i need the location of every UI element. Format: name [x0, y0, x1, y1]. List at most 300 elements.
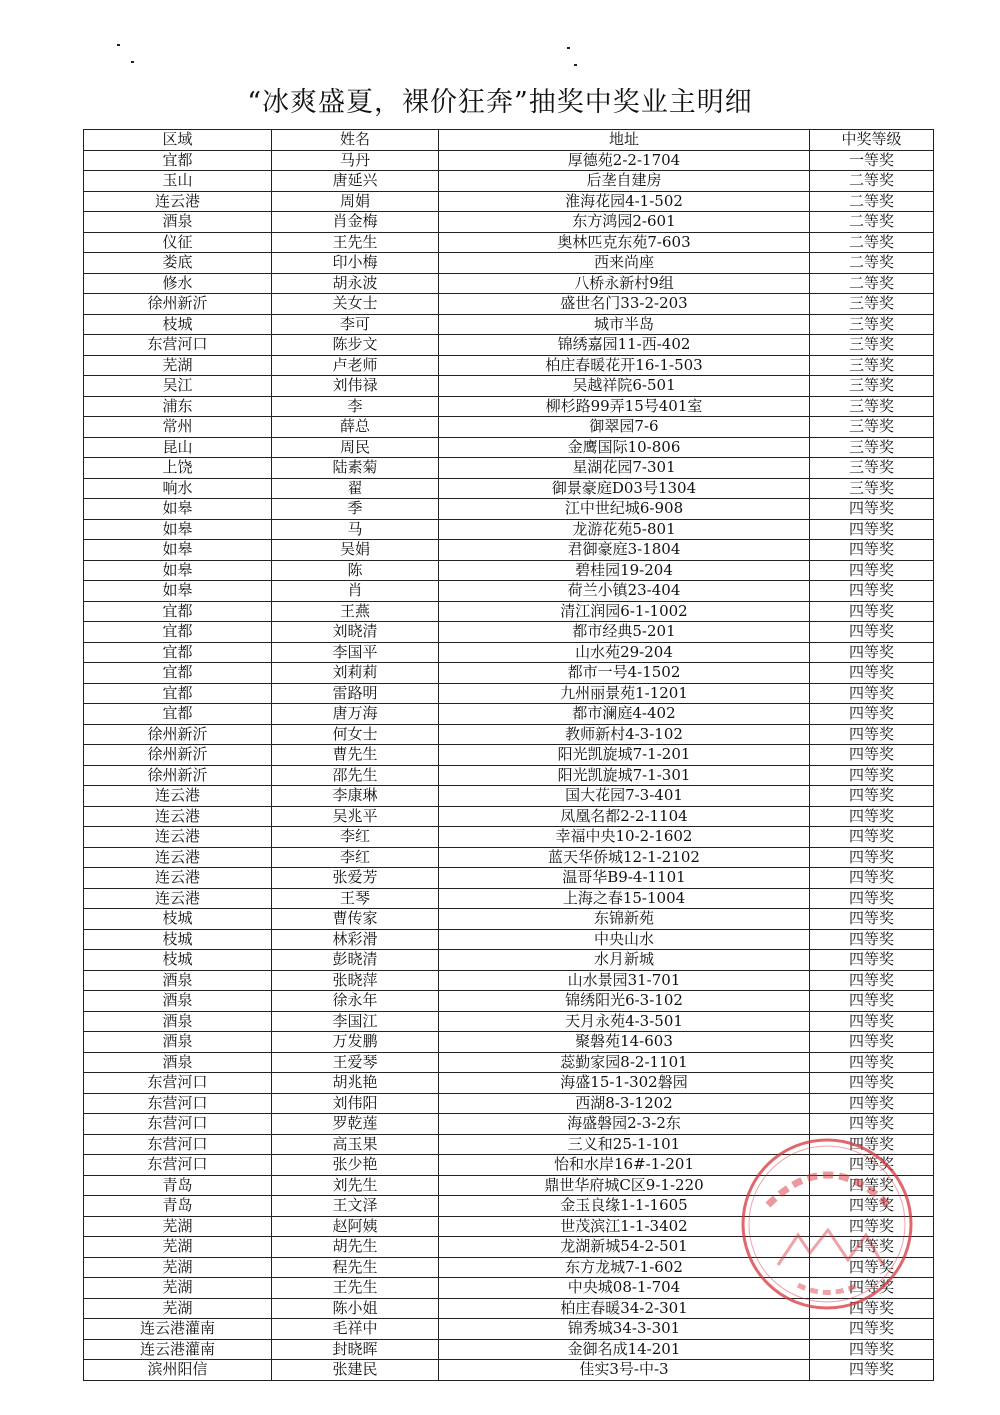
- cell-name: 刘伟禄: [272, 376, 439, 397]
- cell-prize: 二等奖: [810, 171, 934, 192]
- cell-address: 凤凰名都2-2-1104: [439, 806, 810, 827]
- cell-address: 阳光凯旋城7-1-201: [439, 745, 810, 766]
- cell-address: 厚德苑2-2-1704: [439, 150, 810, 171]
- cell-prize: 四等奖: [810, 642, 934, 663]
- cell-address: 蕊勤家园8-2-1101: [439, 1052, 810, 1073]
- cell-name: 李红: [272, 847, 439, 868]
- cell-prize: 四等奖: [810, 1175, 934, 1196]
- cell-region: 连云港: [84, 827, 272, 848]
- cell-prize: 四等奖: [810, 519, 934, 540]
- table-row: [84, 1114, 934, 1135]
- cell-name: 胡兆艳: [272, 1073, 439, 1094]
- cell-address: 江中世纪城6-908: [439, 499, 810, 520]
- cell-address: 柳杉路99弄15号401室: [439, 396, 810, 417]
- table-row: [84, 601, 934, 622]
- cell-region: 酒泉: [84, 212, 272, 233]
- table-row: [84, 191, 934, 212]
- table-row: [84, 950, 934, 971]
- cell-region: 徐州新沂: [84, 294, 272, 315]
- cell-region: 连云港灌南: [84, 1339, 272, 1360]
- cell-prize: 三等奖: [810, 314, 934, 335]
- cell-region: 如皋: [84, 581, 272, 602]
- cell-region: 枝城: [84, 929, 272, 950]
- cell-name: 刘伟阳: [272, 1093, 439, 1114]
- cell-region: 宜都: [84, 622, 272, 643]
- cell-region: 吴江: [84, 376, 272, 397]
- cell-prize: 三等奖: [810, 396, 934, 417]
- cell-name: 毛祥中: [272, 1319, 439, 1340]
- cell-prize: 四等奖: [810, 1011, 934, 1032]
- table-row: [84, 519, 934, 540]
- table-row: [84, 745, 934, 766]
- cell-name: 薛总: [272, 417, 439, 438]
- cell-address: 奥林匹克东苑7-603: [439, 232, 810, 253]
- cell-address: 鼎世华府城C区9-1-220: [439, 1175, 810, 1196]
- table-row: [84, 827, 934, 848]
- table-row: [84, 888, 934, 909]
- cell-address: 锦绣阳光6-3-102: [439, 991, 810, 1012]
- cell-region: 响水: [84, 478, 272, 499]
- cell-name: 翟: [272, 478, 439, 499]
- cell-name: 高玉果: [272, 1134, 439, 1155]
- cell-name: 吴兆平: [272, 806, 439, 827]
- cell-region: 青岛: [84, 1175, 272, 1196]
- cell-region: 东营河口: [84, 1155, 272, 1176]
- table-row: [84, 212, 934, 233]
- cell-address: 八桥永新村9组: [439, 273, 810, 294]
- cell-name: 肖金梅: [272, 212, 439, 233]
- cell-prize: 四等奖: [810, 1319, 934, 1340]
- cell-address: 盛世名门33-2-203: [439, 294, 810, 315]
- cell-prize: 四等奖: [810, 929, 934, 950]
- cell-region: 酒泉: [84, 970, 272, 991]
- cell-region: 徐州新沂: [84, 724, 272, 745]
- table-row: [84, 478, 934, 499]
- cell-region: 酒泉: [84, 991, 272, 1012]
- cell-address: 东锦新苑: [439, 909, 810, 930]
- cell-name: 邵先生: [272, 765, 439, 786]
- cell-prize: 三等奖: [810, 417, 934, 438]
- cell-region: 宜都: [84, 683, 272, 704]
- table-row: [84, 642, 934, 663]
- cell-name: 陆素菊: [272, 458, 439, 479]
- cell-name: 季: [272, 499, 439, 520]
- table-row: [84, 335, 934, 356]
- cell-region: 枝城: [84, 314, 272, 335]
- cell-address: 教师新村4-3-102: [439, 724, 810, 745]
- cell-prize: 三等奖: [810, 478, 934, 499]
- cell-prize: 四等奖: [810, 1052, 934, 1073]
- cell-prize: 一等奖: [810, 150, 934, 171]
- cell-prize: 四等奖: [810, 1134, 934, 1155]
- cell-prize: 四等奖: [810, 806, 934, 827]
- cell-prize: 四等奖: [810, 745, 934, 766]
- cell-address: 阳光凯旋城7-1-301: [439, 765, 810, 786]
- cell-prize: 四等奖: [810, 1339, 934, 1360]
- cell-name: 周娟: [272, 191, 439, 212]
- cell-prize: 四等奖: [810, 704, 934, 725]
- cell-address: 幸福中央10-2-1602: [439, 827, 810, 848]
- cell-name: 王文泽: [272, 1196, 439, 1217]
- cell-region: 宜都: [84, 150, 272, 171]
- table-row: [84, 622, 934, 643]
- cell-address: 都市澜庭4-402: [439, 704, 810, 725]
- cell-name: 张建民: [272, 1360, 439, 1381]
- table-row: [84, 683, 934, 704]
- scan-speck: [567, 47, 570, 49]
- cell-region: 修水: [84, 273, 272, 294]
- cell-name: 林彩滑: [272, 929, 439, 950]
- cell-region: 如皋: [84, 519, 272, 540]
- table-row: [84, 868, 934, 889]
- table-row: [84, 560, 934, 581]
- cell-address: 淮海花园4-1-502: [439, 191, 810, 212]
- cell-name: 周民: [272, 437, 439, 458]
- cell-address: 海盛15-1-302磐园: [439, 1073, 810, 1094]
- cell-region: 仪征: [84, 232, 272, 253]
- cell-prize: 四等奖: [810, 786, 934, 807]
- table-row: [84, 1052, 934, 1073]
- cell-address: 山水景园31-701: [439, 970, 810, 991]
- table-row: [84, 909, 934, 930]
- cell-name: 罗乾莲: [272, 1114, 439, 1135]
- table-row: [84, 1011, 934, 1032]
- table-row: [84, 786, 934, 807]
- cell-region: 徐州新沂: [84, 745, 272, 766]
- table-row: [84, 806, 934, 827]
- header-prize: 中奖等级: [810, 130, 934, 151]
- scan-speck: [574, 64, 577, 66]
- cell-name: 李: [272, 396, 439, 417]
- table-row: [84, 540, 934, 561]
- cell-prize: 四等奖: [810, 1032, 934, 1053]
- cell-region: 玉山: [84, 171, 272, 192]
- cell-prize: 四等奖: [810, 970, 934, 991]
- cell-name: 马丹: [272, 150, 439, 171]
- cell-address: 海盛磐园2-3-2东: [439, 1114, 810, 1135]
- cell-prize: 四等奖: [810, 1073, 934, 1094]
- cell-prize: 四等奖: [810, 1216, 934, 1237]
- table-row: [84, 663, 934, 684]
- table-row: [84, 458, 934, 479]
- cell-prize: 四等奖: [810, 827, 934, 848]
- cell-name: 何女士: [272, 724, 439, 745]
- cell-name: 胡先生: [272, 1237, 439, 1258]
- cell-region: 宜都: [84, 704, 272, 725]
- table-row: [84, 991, 934, 1012]
- scan-speck: [131, 61, 134, 63]
- cell-name: 陈小姐: [272, 1298, 439, 1319]
- cell-prize: 三等奖: [810, 458, 934, 479]
- cell-name: 胡永波: [272, 273, 439, 294]
- cell-prize: 四等奖: [810, 1114, 934, 1135]
- cell-name: 关女士: [272, 294, 439, 315]
- cell-name: 王琴: [272, 888, 439, 909]
- table-row: [84, 396, 934, 417]
- cell-address: 上海之春15-1004: [439, 888, 810, 909]
- cell-prize: 四等奖: [810, 622, 934, 643]
- cell-address: 吴越祥院6-501: [439, 376, 810, 397]
- cell-prize: 四等奖: [810, 991, 934, 1012]
- cell-name: 马: [272, 519, 439, 540]
- cell-address: 九州丽景苑1-1201: [439, 683, 810, 704]
- table-row: [84, 376, 934, 397]
- cell-name: 李红: [272, 827, 439, 848]
- cell-name: 王爱琴: [272, 1052, 439, 1073]
- table-row: [84, 1339, 934, 1360]
- cell-region: 连云港: [84, 191, 272, 212]
- cell-prize: 四等奖: [810, 1093, 934, 1114]
- cell-prize: 三等奖: [810, 294, 934, 315]
- cell-region: 东营河口: [84, 1114, 272, 1135]
- cell-name: 陈步文: [272, 335, 439, 356]
- cell-address: 柏庄春暖34-2-301: [439, 1298, 810, 1319]
- cell-address: 金玉良缘1-1-1605: [439, 1196, 810, 1217]
- cell-prize: 四等奖: [810, 1257, 934, 1278]
- cell-name: 程先生: [272, 1257, 439, 1278]
- cell-prize: 四等奖: [810, 765, 934, 786]
- cell-name: 李康琳: [272, 786, 439, 807]
- cell-region: 芜湖: [84, 1237, 272, 1258]
- cell-address: 世茂滨江1-1-3402: [439, 1216, 810, 1237]
- header-name: 姓名: [272, 130, 439, 151]
- cell-address: 山水苑29-204: [439, 642, 810, 663]
- table-row: [84, 253, 934, 274]
- cell-address: 都市一号4-1502: [439, 663, 810, 684]
- cell-name: 唐延兴: [272, 171, 439, 192]
- table-row: [84, 581, 934, 602]
- cell-prize: 三等奖: [810, 355, 934, 376]
- table-row: [84, 273, 934, 294]
- cell-name: 彭晓清: [272, 950, 439, 971]
- cell-region: 枝城: [84, 909, 272, 930]
- cell-prize: 四等奖: [810, 868, 934, 889]
- cell-address: 星湖花园7-301: [439, 458, 810, 479]
- cell-region: 酒泉: [84, 1032, 272, 1053]
- cell-name: 刘莉莉: [272, 663, 439, 684]
- cell-region: 连云港: [84, 847, 272, 868]
- table-row: [84, 929, 934, 950]
- cell-name: 王燕: [272, 601, 439, 622]
- cell-address: 碧桂园19-204: [439, 560, 810, 581]
- cell-name: 刘晓清: [272, 622, 439, 643]
- cell-prize: 四等奖: [810, 847, 934, 868]
- table-row: [84, 970, 934, 991]
- cell-name: 雷路明: [272, 683, 439, 704]
- cell-region: 酒泉: [84, 1052, 272, 1073]
- cell-prize: 四等奖: [810, 888, 934, 909]
- cell-prize: 三等奖: [810, 376, 934, 397]
- company-seal: [738, 1135, 916, 1313]
- cell-name: 封晓晖: [272, 1339, 439, 1360]
- table-row: [84, 847, 934, 868]
- table-row: [84, 150, 934, 171]
- cell-name: 卢老师: [272, 355, 439, 376]
- cell-name: 印小梅: [272, 253, 439, 274]
- cell-region: 东营河口: [84, 1073, 272, 1094]
- table-row: [84, 1360, 934, 1381]
- cell-prize: 四等奖: [810, 499, 934, 520]
- cell-address: 蓝天华侨城12-1-2102: [439, 847, 810, 868]
- cell-region: 芜湖: [84, 355, 272, 376]
- scan-speck: [117, 44, 120, 46]
- cell-address: 东方龙城7-1-602: [439, 1257, 810, 1278]
- cell-address: 佳实3号-中-3: [439, 1360, 810, 1381]
- cell-region: 东营河口: [84, 1134, 272, 1155]
- cell-address: 城市半岛: [439, 314, 810, 335]
- cell-name: 张爱芳: [272, 868, 439, 889]
- cell-address: 锦绣嘉园11-西-402: [439, 335, 810, 356]
- cell-prize: 四等奖: [810, 724, 934, 745]
- cell-address: 中央山水: [439, 929, 810, 950]
- cell-prize: 二等奖: [810, 253, 934, 274]
- cell-address: 怡和水岸16#-1-201: [439, 1155, 810, 1176]
- cell-prize: 二等奖: [810, 273, 934, 294]
- cell-name: 王先生: [272, 232, 439, 253]
- cell-region: 芜湖: [84, 1216, 272, 1237]
- table-row: [84, 724, 934, 745]
- cell-region: 昆山: [84, 437, 272, 458]
- cell-region: 芜湖: [84, 1278, 272, 1299]
- cell-region: 东营河口: [84, 1093, 272, 1114]
- cell-address: 国大花园7-3-401: [439, 786, 810, 807]
- cell-region: 徐州新沂: [84, 765, 272, 786]
- cell-prize: 四等奖: [810, 1360, 934, 1381]
- header-region: 区域: [84, 130, 272, 151]
- cell-address: 聚磐苑14-603: [439, 1032, 810, 1053]
- table-row: [84, 314, 934, 335]
- cell-prize: 三等奖: [810, 437, 934, 458]
- cell-name: 刘先生: [272, 1175, 439, 1196]
- cell-name: 张少艳: [272, 1155, 439, 1176]
- table-row: [84, 704, 934, 725]
- cell-region: 浦东: [84, 396, 272, 417]
- cell-prize: 二等奖: [810, 232, 934, 253]
- cell-region: 上饶: [84, 458, 272, 479]
- cell-prize: 二等奖: [810, 191, 934, 212]
- cell-address: 金御名成14-201: [439, 1339, 810, 1360]
- cell-name: 李国平: [272, 642, 439, 663]
- cell-region: 宜都: [84, 642, 272, 663]
- cell-region: 常州: [84, 417, 272, 438]
- cell-address: 御景豪庭D03号1304: [439, 478, 810, 499]
- cell-prize: 二等奖: [810, 212, 934, 233]
- cell-address: 温哥华B9-4-1101: [439, 868, 810, 889]
- cell-region: 芜湖: [84, 1298, 272, 1319]
- table-row: [84, 1319, 934, 1340]
- cell-region: 宜都: [84, 663, 272, 684]
- table-row: [84, 1073, 934, 1094]
- cell-name: 唐万海: [272, 704, 439, 725]
- cell-prize: 四等奖: [810, 683, 934, 704]
- cell-prize: 四等奖: [810, 909, 934, 930]
- cell-address: 龙游花苑5-801: [439, 519, 810, 540]
- cell-prize: 四等奖: [810, 1278, 934, 1299]
- cell-name: 张晓萍: [272, 970, 439, 991]
- table-row: [84, 355, 934, 376]
- cell-prize: 三等奖: [810, 335, 934, 356]
- cell-name: 陈: [272, 560, 439, 581]
- cell-name: 曹传家: [272, 909, 439, 930]
- cell-prize: 四等奖: [810, 663, 934, 684]
- table-row: [84, 1032, 934, 1053]
- cell-address: 水月新城: [439, 950, 810, 971]
- table-row: [84, 232, 934, 253]
- cell-prize: 四等奖: [810, 1196, 934, 1217]
- cell-region: 宜都: [84, 601, 272, 622]
- cell-region: 如皋: [84, 540, 272, 561]
- cell-address: 都市经典5-201: [439, 622, 810, 643]
- table-header-row: [84, 130, 934, 151]
- cell-address: 后垄自建房: [439, 171, 810, 192]
- table-row: [84, 499, 934, 520]
- page-title: “冰爽盛夏，裸价狂奔”抽奖中奖业主明细: [247, 87, 753, 118]
- cell-name: 吴娟: [272, 540, 439, 561]
- cell-region: 连云港: [84, 786, 272, 807]
- cell-address: 金鹰国际10-806: [439, 437, 810, 458]
- cell-name: 徐永年: [272, 991, 439, 1012]
- cell-name: 李可: [272, 314, 439, 335]
- cell-address: 荷兰小镇23-404: [439, 581, 810, 602]
- cell-name: 李国江: [272, 1011, 439, 1032]
- table-row: [84, 1093, 934, 1114]
- cell-region: 连云港: [84, 888, 272, 909]
- cell-prize: 四等奖: [810, 560, 934, 581]
- table-row: [84, 765, 934, 786]
- cell-name: 赵阿姨: [272, 1216, 439, 1237]
- cell-prize: 四等奖: [810, 1155, 934, 1176]
- cell-address: 西来尚座: [439, 253, 810, 274]
- cell-name: 曹先生: [272, 745, 439, 766]
- cell-region: 枝城: [84, 950, 272, 971]
- cell-name: 肖: [272, 581, 439, 602]
- cell-address: 中央城08-1-704: [439, 1278, 810, 1299]
- table-row: [84, 437, 934, 458]
- cell-region: 如皋: [84, 560, 272, 581]
- cell-address: 西湖8-3-1202: [439, 1093, 810, 1114]
- cell-address: 东方鸿园2-601: [439, 212, 810, 233]
- table-row: [84, 171, 934, 192]
- cell-prize: 四等奖: [810, 601, 934, 622]
- cell-address: 天月永苑4-3-501: [439, 1011, 810, 1032]
- cell-region: 酒泉: [84, 1011, 272, 1032]
- cell-region: 如皋: [84, 499, 272, 520]
- cell-name: 万发鹏: [272, 1032, 439, 1053]
- cell-address: 御翠园7-6: [439, 417, 810, 438]
- cell-address: 龙湖新城54-2-501: [439, 1237, 810, 1258]
- cell-region: 娄底: [84, 253, 272, 274]
- cell-prize: 四等奖: [810, 1298, 934, 1319]
- cell-address: 柏庄春暖花开16-1-503: [439, 355, 810, 376]
- header-address: 地址: [439, 130, 810, 151]
- cell-prize: 四等奖: [810, 1237, 934, 1258]
- cell-prize: 四等奖: [810, 581, 934, 602]
- cell-address: 锦秀城34-3-301: [439, 1319, 810, 1340]
- cell-region: 芜湖: [84, 1257, 272, 1278]
- table-row: [84, 417, 934, 438]
- cell-address: 君御豪庭3-1804: [439, 540, 810, 561]
- cell-region: 东营河口: [84, 335, 272, 356]
- table-row: [84, 294, 934, 315]
- cell-region: 连云港: [84, 806, 272, 827]
- cell-address: 三义和25-1-101: [439, 1134, 810, 1155]
- cell-region: 滨州阳信: [84, 1360, 272, 1381]
- cell-prize: 四等奖: [810, 950, 934, 971]
- cell-region: 连云港灌南: [84, 1319, 272, 1340]
- cell-prize: 四等奖: [810, 540, 934, 561]
- cell-name: 王先生: [272, 1278, 439, 1299]
- cell-region: 青岛: [84, 1196, 272, 1217]
